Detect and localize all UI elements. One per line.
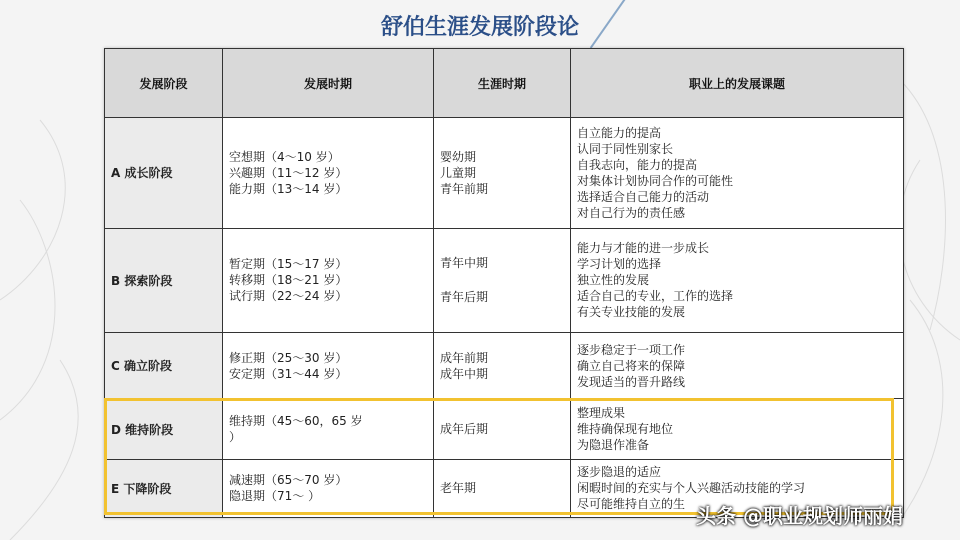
table-row [105, 399, 904, 459]
table-row [105, 118, 904, 229]
tasks-cell [571, 118, 904, 229]
header-life: 生涯时期 [434, 49, 571, 118]
life-cell [434, 399, 571, 459]
period-line: ） [229, 430, 242, 445]
period-cell [223, 333, 434, 399]
period-cell [223, 459, 434, 517]
life-spacer [440, 271, 569, 289]
task-line: 逐步稳定于一项工作 [577, 342, 686, 357]
life-cell [434, 118, 571, 229]
life-cell [434, 228, 571, 333]
task-line: 确立自己将来的保障 [577, 358, 686, 373]
period-line: 兴趣期（11～12 岁） [229, 165, 348, 180]
task-line: 认同于同性别家长 [577, 141, 674, 156]
life-line: 成年后期 [440, 422, 489, 437]
table-row [105, 228, 904, 333]
header-tasks: 职业上的发展课题 [571, 49, 904, 118]
period-line: 能力期（13～14 岁） [229, 181, 348, 196]
task-line: 能力与才能的进一步成长 [577, 241, 710, 256]
task-line: 维持确保现有地位 [577, 422, 674, 437]
task-line: 选择适合自己能力的活动 [577, 189, 710, 204]
life-line: 青年后期 [440, 290, 489, 305]
period-cell [223, 118, 434, 229]
life-line: 成年中期 [440, 366, 489, 381]
period-line: 安定期（31～44 岁） [229, 366, 348, 381]
period-cell [223, 228, 434, 333]
tasks-cell [571, 228, 904, 333]
period-line: 修正期（25～30 岁） [229, 350, 348, 365]
period-cell [223, 399, 434, 459]
life-line: 婴幼期 [440, 149, 477, 164]
stage-cell: C 确立阶段 [105, 333, 223, 399]
page-title: 舒伯生涯发展阶段论 [380, 15, 579, 40]
tasks-cell [571, 399, 904, 459]
life-line: 青年中期 [440, 256, 489, 271]
task-line: 尽可能维持自立的生 [577, 497, 686, 512]
task-line: 发现适当的晋升路线 [577, 374, 686, 389]
task-line: 独立性的发展 [577, 273, 650, 288]
task-line: 自立能力的提高 [577, 125, 662, 140]
header-stage: 发展阶段 [105, 49, 223, 118]
life-line: 老年期 [440, 481, 477, 496]
task-line: 对集体计划协同合作的可能性 [577, 173, 734, 188]
life-line: 成年前期 [440, 350, 489, 365]
period-line: 维持期（45～60，65 岁 [229, 414, 363, 429]
task-line: 对自己行为的责任感 [577, 205, 686, 220]
task-line: 整理成果 [577, 406, 626, 421]
task-line: 自我志向，能力的提高 [577, 157, 698, 172]
task-line: 闲暇时间的充实与个人兴趣活动技能的学习 [577, 481, 806, 496]
stage-cell: B 探索阶段 [105, 228, 223, 333]
task-line: 为隐退作准备 [577, 438, 650, 453]
stage-cell: A 成长阶段 [105, 118, 223, 229]
career-stage-table [104, 48, 904, 518]
life-line: 儿童期 [440, 165, 477, 180]
life-line: 青年前期 [440, 181, 489, 196]
header-period: 发展时期 [223, 49, 434, 118]
period-line: 暂定期（15～17 岁） [229, 257, 348, 272]
task-line: 逐步隐退的适应 [577, 465, 662, 480]
life-cell [434, 459, 571, 517]
period-line: 减速期（65～70 岁） [229, 473, 348, 488]
period-line: 空想期（4～10 岁） [229, 149, 340, 164]
table-header-row [105, 49, 904, 118]
task-line: 学习计划的选择 [577, 257, 662, 272]
stage-cell: E 下降阶段 [105, 459, 223, 517]
stage-cell: D 维持阶段 [105, 399, 223, 459]
tasks-cell [571, 333, 904, 399]
watermark: 头条 @职业规划师丽娟 [696, 504, 903, 528]
life-cell [434, 333, 571, 399]
task-line: 适合自己的专业，工作的选择 [577, 289, 734, 304]
period-line: 试行期（22～24 岁） [229, 289, 348, 304]
task-line: 有关专业技能的发展 [577, 305, 686, 320]
period-line: 转移期（18～21 岁） [229, 273, 348, 288]
table-row [105, 333, 904, 399]
period-line: 隐退期（71～ ） [229, 489, 321, 504]
